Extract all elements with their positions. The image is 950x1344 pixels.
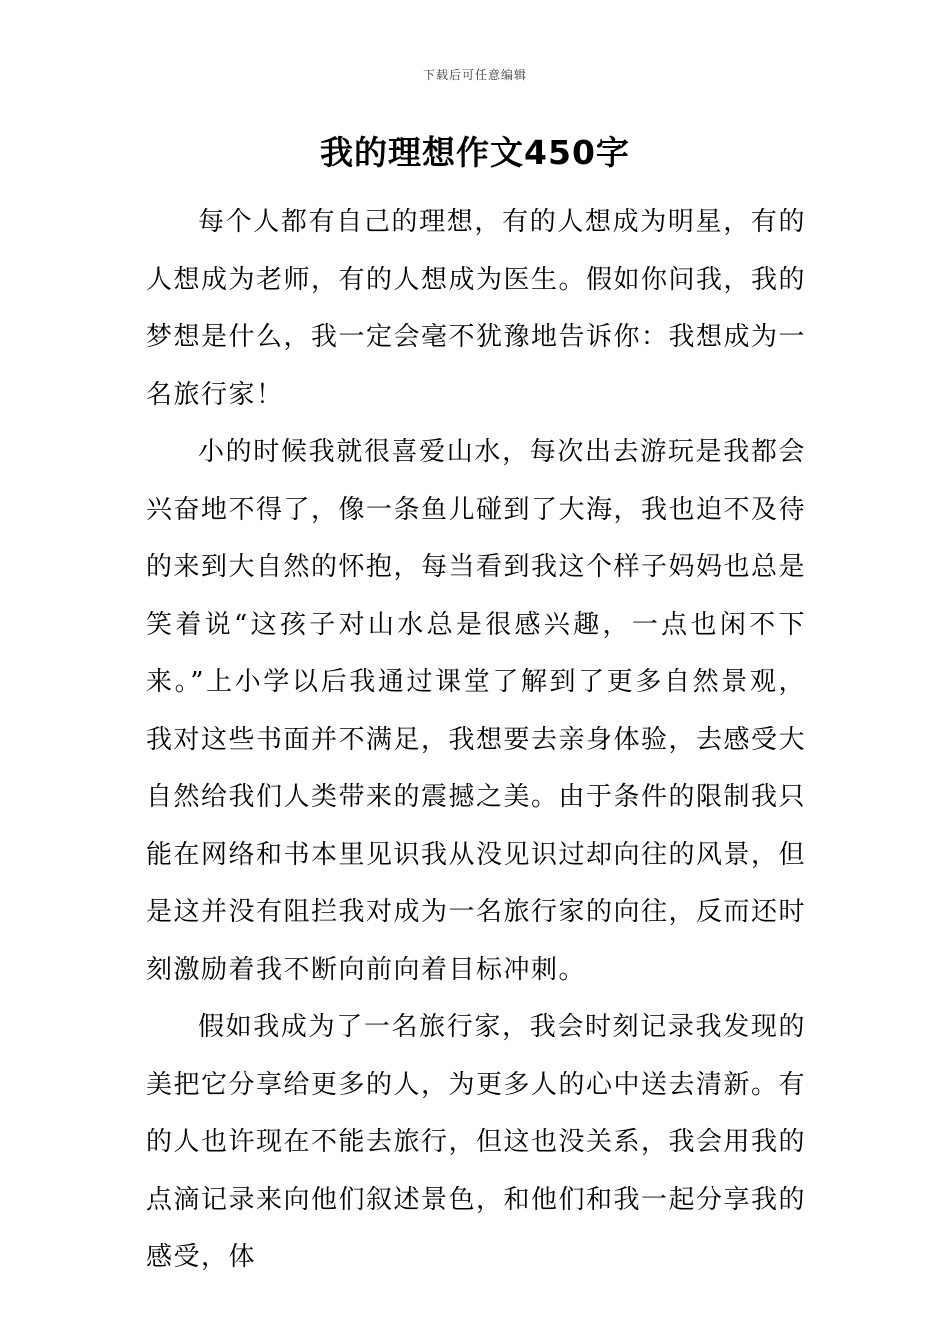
paragraph-3: 假如我成为了一名旅行家，我会时刻记录我发现的美把它分享给更多的人，为更多人的心中送去清新。有的人也许现在不能去旅行，但这也没关系，我会用我的点滴记录来向他们叙述景色，和他们和我一起分享我的感受，体	[146, 1012, 807, 1272]
header-note: 下载后可任意编辑	[422, 68, 527, 82]
paragraph-1: 每个人都有自己的理想，有的人想成为明星，有的人想成为老师，有的人想成为医生。假如你问我，我的梦想是什么，我一定会毫不犹豫地告诉你：我想成为一名旅行家！	[146, 207, 807, 410]
paragraph-2: 小的时候我就很喜爱山水，每次出去游玩是我都会兴奋地不得了，像一条鱼儿碰到了大海，我也迫不及待的来到大自然的怀抱，每当看到我这个样子妈妈也总是笑着说“这孩子对山水总是很感兴趣，一点也闲不下来。”上小学以后我通过课堂了解到了更多自然景观，我对这些书面并不满足，我想要去亲身体验，去感受大自然给我们人类带来的震撼之美。由于条件的限制我只能在网络和书本里见识我从没见识过却向往的风景，但是这并没有阻拦我对成为一名旅行家的向往，反而还时刻激励着我不断向前向着目标冲刺。	[146, 437, 807, 985]
essay-body	[146, 194, 806, 1287]
page-title: 我的理想作文450字	[320, 133, 630, 172]
